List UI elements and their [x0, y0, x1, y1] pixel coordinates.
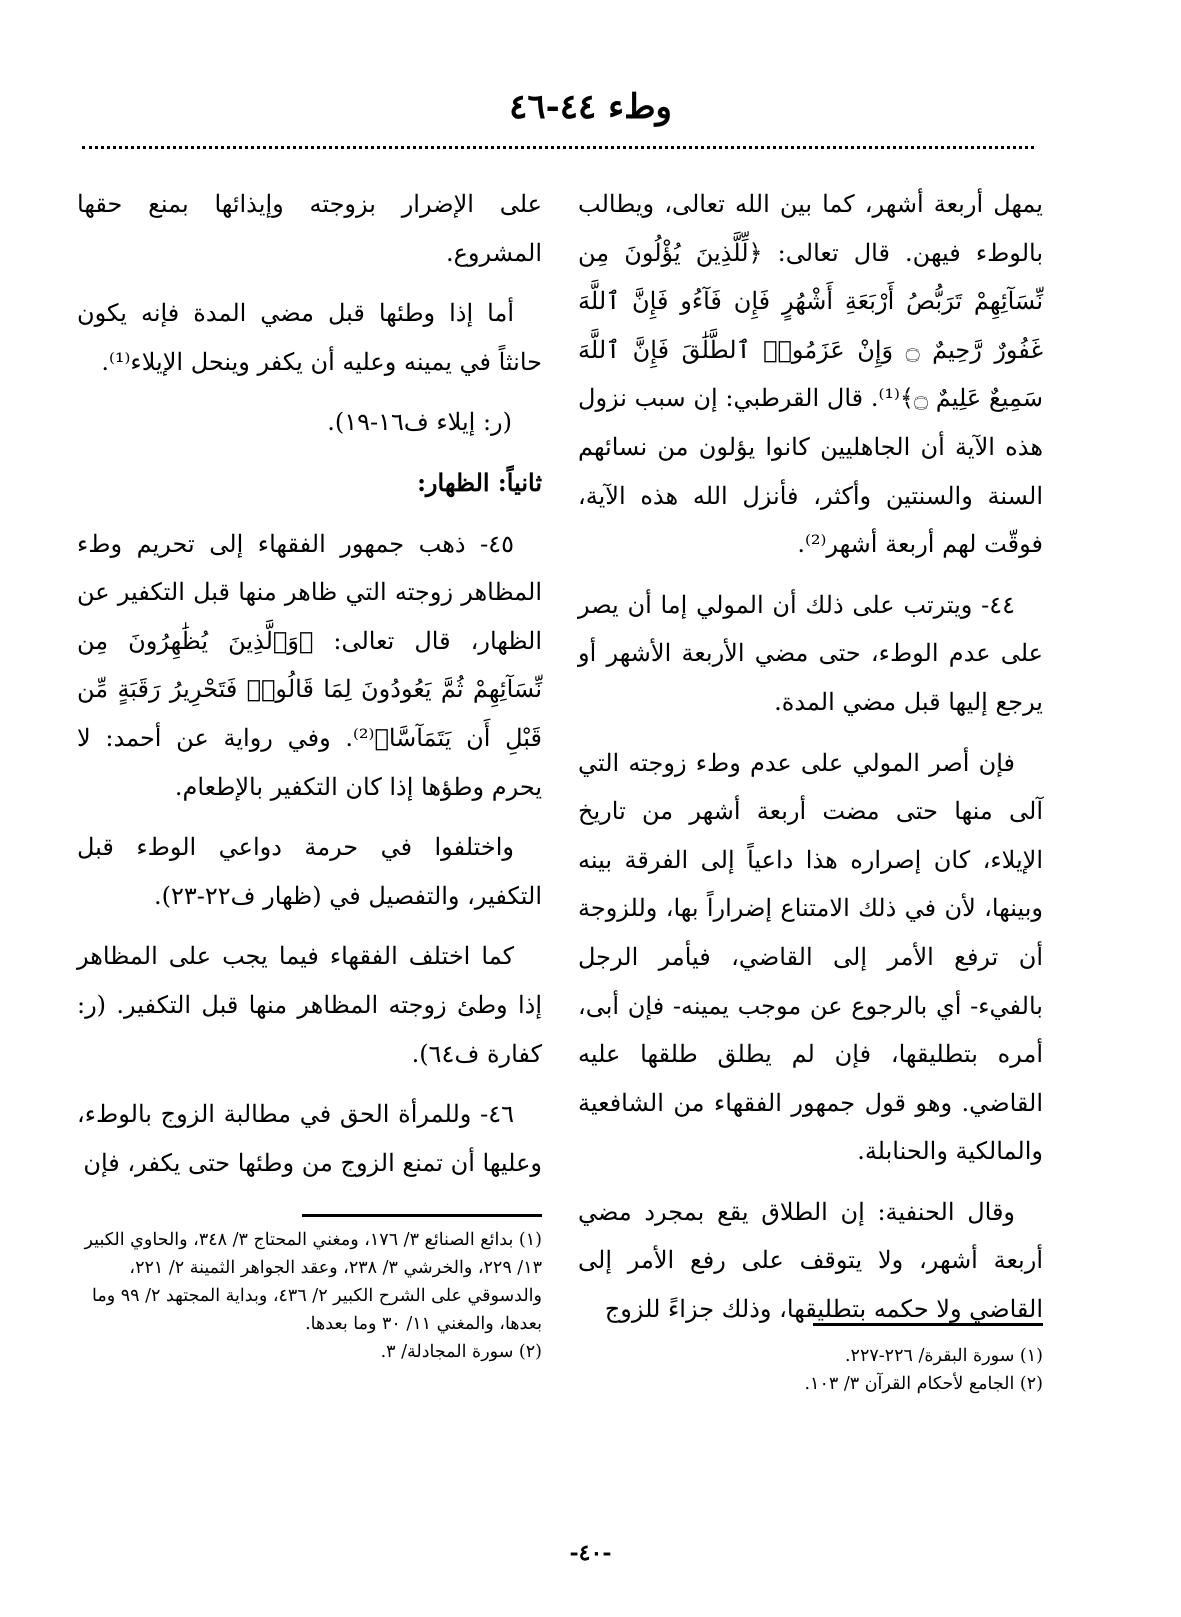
paragraph-preliminaries: واختلفوا في حرمة دواعي الوطء قبل التكفير، والتفصيل في (ظهار ف٢٢-٢٣). — [77, 833, 542, 910]
paragraph-46: ٤٦- وللمرأة الحق في مطالبة الزوج بالوطء، وعليها أن تمنع الزوج من وطئها حتى يكفر، فإن — [77, 1100, 542, 1177]
section-heading-zihar: ثانياً: الظهار: — [417, 467, 542, 497]
footnotes-right — [578, 1342, 1043, 1398]
header-dotted-rule — [82, 146, 1034, 149]
footnotes-left — [77, 1226, 542, 1366]
paragraph-harm-continuation: على الإضرار بزوجته وإيذائها بمنع حقها المشروع. — [77, 190, 542, 267]
footnote-left-2: (٢) سورة المجادلة/ ٣. — [380, 1342, 542, 1362]
right-column — [578, 180, 1043, 1346]
footnote-right-1: (١) سورة البقرة/ ٢٢٦-٢٢٧. — [844, 1346, 1043, 1366]
paragraph-penalty-disagreement: كما اختلف الفقهاء فيما يجب على المظاهر إذا وطئ زوجته المظاهر منها قبل التكفير. (ر: كفارة ف٦٤). — [77, 942, 542, 1068]
running-header-title: وطء ٤٤-٤٦ — [509, 87, 672, 127]
cross-reference-ila: (ر: إيلاء ف١٦-١٩). — [327, 408, 512, 437]
paragraph-breaking-oath: أما إذا وطئها قبل مضي المدة فإنه يكون حانثاً في يمينه وعليه أن يكفر وينحل الإيلاء⁽¹⁾. — [77, 299, 542, 376]
paragraph-insistence: فإن أصر المولي على عدم وطء زوجته التي آلى منها حتى مضت أربعة أشهر من تاريخ الإيلاء، كان إصراره هذا داعياً إلى الفرقة بينه وبينها، لأن في ذلك الامتناع إضراراً بها، وللزوجة أن ترفع الأمر إلى القاضي، فيأمر الرجل بالفيء- أي بالرجوع عن موجب يمينه- فإن أبى، أمره بتطليقها، فإن لم يطلق طلقها عليه القاضي. وهو قول جمهور الفقهاء من الشافعية والمالكية والحنابلة. — [578, 748, 1043, 1166]
paragraph-hanafi-view: وقال الحنفية: إن الطلاق يقع بمجرد مضي أربعة أشهر، ولا يتوقف على رفع الأمر إلى القاضي ولا حكمه بتطليقها، وذلك جزاءً للزوج — [578, 1197, 1043, 1324]
page-number: -٤٠- — [569, 1540, 612, 1566]
left-column — [77, 180, 542, 1199]
paragraph-45: ٤٥- ذهب جمهور الفقهاء إلى تحريم وطء المظاهر زوجته التي ظاهر منها قبل التكفير عن الظهار، قال تعالى: ﴿وَٱلَّذِينَ يُظَٰهِرُونَ مِن نِّسَآئِهِمْ ثُمَّ يَعُودُونَ لِمَا قَالُوا۟ فَتَحْرِيرُ رَقَبَةٍ مِّن قَبْلِ أَن يَتَمَآسَّا﴾⁽²⁾. وفي رواية عن أحمد: لا يحرم وطؤها إذا كان التكفير بالإطعام. — [77, 529, 543, 801]
footnote-separator-right — [813, 1323, 1043, 1326]
footnote-separator-left — [302, 1214, 542, 1217]
paragraph-44: ٤٤- ويترتب على ذلك أن المولي إما أن يصر على عدم الوطء، حتى مضي الأربعة الأشهر أو يرجع إليها قبل مضي المدة. — [578, 590, 1043, 716]
paragraph-ila-period: يمهل أربعة أشهر، كما بين الله تعالى، ويطالب بالوطء فيهن. قال تعالى: ﴿لِّلَّذِينَ يُؤْلُونَ مِن نِّسَآئِهِمْ تَرَبُّصُ أَرْبَعَةِ أَشْهُرٍ فَإِن فَآءُو فَإِنَّ ٱللَّهَ غَفُورٌ رَّحِيمٌ ۝ وَإِنْ عَزَمُوا۟ ٱلطَّلَٰقَ فَإِنَّ ٱللَّهَ سَمِيعٌ عَلِيمٌ ۝﴾⁽¹⁾. قال القرطبي: إن سبب نزول هذه الآية أن الجاهليين كانوا يؤلون من نسائهم السنة والسنتين وأكثر، فأنزل الله هذه الآية، فوقّت لهم أربعة أشهر⁽²⁾. — [578, 190, 1044, 559]
footnote-left-1: (١) بدائع الصنائع ٣/ ١٧٦، ومغني المحتاج ٣/ ٣٤٨، والحاوي الكبير ١٣/ ٢٢٩، والخرشي ٣/ ٢٣٨، وعقد الجواهر الثمينة ٢/ ٢٢١، والدسوقي على الشرح الكبير ٢/ ٤٣٦، وبداية المجتهد ٢/ ٩٩ وما بعدها، والمغني ١١/ ٣٠ وما بعدها. — [84, 1230, 542, 1334]
footnote-right-2: (٢) الجامع لأحكام القرآن ٣/ ١٠٣. — [804, 1374, 1043, 1394]
